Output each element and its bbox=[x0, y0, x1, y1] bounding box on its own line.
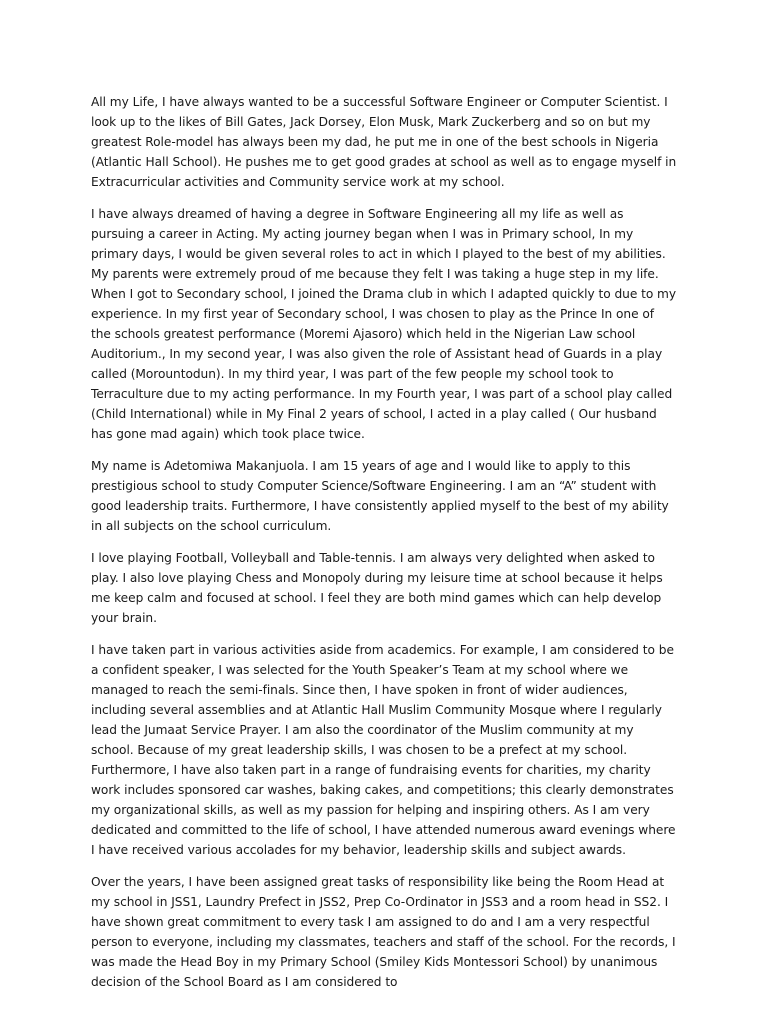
paragraph-hobbies: I love playing Football, Volleyball and Table-tennis. I am always very delighted when asked to play. I also love playing Chess and Monopoly during my leisure time at school because it helps me keep calm and focused at school. I feel they are both mind games which can help develop your brain. bbox=[91, 551, 663, 625]
paragraph-career-goals: All my Life, I have always wanted to be a successful Software Engineer or Computer Scientist. I look up to the likes of Bill Gates, Jack Dorsey, Elon Musk, Mark Zuckerberg and so on but my greatest Role-model has always been my dad, he put me in one of the best schools in Nigeria (Atlantic Hall School). He pushes me to get good grades at school as well as to engage myself in Extracurricular activities and Community service work at my school. bbox=[91, 95, 677, 189]
paragraph-activities: I have taken part in various activities aside from academics. For example, I am considered to be a confident speaker, I was selected for the Youth Speaker’s Team at my school where we managed to reach the semi-finals. Since then, I have spoken in front of wider audiences, including several assemblies and at Atlantic Hall Muslim Community Mosque where I regularly lead the Jumaat Service Prayer. I am also the coordinator of the Muslim community at my school. Because of my great leadership skills, I was chosen to be a prefect at my school. Furthermore, I have also taken part in a range of fundraising events for charities, my charity work includes sponsored car washes, baking cakes, and competitions; this clearly demonstrates my organizational skills, as well as my passion for helping and inspiring others. As I am very dedicated and committed to the life of school, I have attended numerous award evenings where I have received various accolades for my behavior, leadership skills and subject awards. bbox=[91, 643, 676, 857]
paragraph-acting-journey: I have always dreamed of having a degree in Software Engineering all my life as well as pursuing a career in Acting. My acting journey began when I was in Primary school, In my primary days, I would be given several roles to act in which I played to the best of my abilities. My parents were extremely proud of me because they felt I was taking a huge step in my life. When I got to Secondary school, I joined the Drama club in which I adapted quickly to due to my experience. In my first year of Secondary school, I was chosen to play as the Prince In one of the schools greatest performance (Moremi Ajasoro) which held in the Nigerian Law school Auditorium., In my second year, I was also given the role of Assistant head of Guards in a play called (Morountodun). In my third year, I was part of the few people my school took to Terraculture due to my acting performance. In my Fourth year, I was part of a school play called (Child International) while in My Final 2 years of school, I acted in a play called ( Our husband has gone mad again) which took place twice. bbox=[91, 207, 677, 441]
paragraph-introduction: My name is Adetomiwa Makanjuola. I am 15 years of age and I would like to apply to this prestigious school to study Computer Science/Software Engineering. I am an “A” student with good leadership traits. Furthermore, I have consistently applied myself to the best of my ability in all subjects on the school curriculum. bbox=[91, 459, 669, 533]
document-body bbox=[91, 92, 677, 1004]
paragraph-responsibilities: Over the years, I have been assigned great tasks of responsibility like being the Room Head at my school in JSS1, Laundry Prefect in JSS2, Prep Co-Ordinator in JSS3 and a room head in SS2. I have shown great commitment to every task I am assigned to do and I am a very respectful person to everyone, including my classmates, teachers and staff of the school. For the records, I was made the Head Boy in my Primary School (Smiley Kids Montessori School) by unanimous decision of the School Board as I am considered to bbox=[91, 875, 676, 989]
